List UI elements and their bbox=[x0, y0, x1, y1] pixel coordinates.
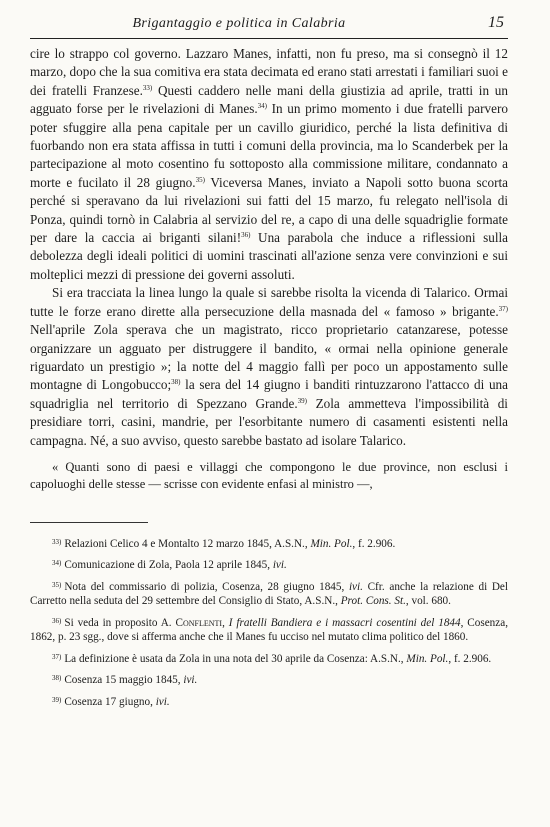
footnote bbox=[30, 578, 508, 609]
italic-text: ivi. bbox=[348, 580, 363, 593]
text-run: Cfr. anche la relazione di Del Carretto nella seduta del 29 settembre del Consiglio di Stato, A.S.N., bbox=[30, 580, 508, 608]
footnote-ref: 37) bbox=[498, 304, 508, 313]
italic-text: Min. Pol. bbox=[310, 537, 353, 550]
text-run: Relazioni Celico 4 e Montalto 12 marzo 1845, A.S.N., bbox=[64, 537, 311, 550]
italic-text: ivi. bbox=[155, 695, 170, 708]
footnote bbox=[30, 671, 508, 688]
footnote-ref: 38) bbox=[171, 378, 181, 387]
header-rule bbox=[30, 38, 508, 39]
text-run: , vol. 680. bbox=[405, 595, 451, 608]
text-run: , f. 2.906. bbox=[448, 652, 492, 665]
text-run: Nell'aprile Zola sperava che un magistrato, ricco proprietario catanzarese, potesse organizzare un agguato per distruggere il bandito, « ormai nella opinione generale riguardato un prestigio »; la notte del 4 maggio fallì per poco un appostamento sulle montagne di Longobucco; bbox=[30, 322, 508, 393]
italic-text: I fratelli Bandiera e i massacri cosentini del 1844 bbox=[228, 616, 461, 629]
text-run: Cosenza 17 giugno, bbox=[64, 695, 156, 708]
text-run: Questi caddero nelle mani della giustizia ad aprile, tratti in un agguato forse per le rivelazioni di Manes. bbox=[30, 82, 508, 117]
footnote-rule bbox=[30, 522, 148, 523]
text-run: Cosenza 15 maggio 1845, bbox=[64, 674, 184, 687]
footnote-ref: 34) bbox=[257, 102, 267, 111]
text-run: Viceversa Manes, inviato a Napoli sotto buona scorta perché si speravano da lui rivelazioni sui fatti del 15 marzo, fu relegato nell'isola di Ponza, quindi tornò in Calabria al servizio del re, a capo di una delle squadriglie formate per dare la caccia ai briganti silani! bbox=[30, 174, 508, 246]
text-run: Comunicazione di Zola, Paola 12 aprile 1845, bbox=[64, 559, 273, 572]
book-page bbox=[30, 14, 508, 714]
paragraph-1 bbox=[30, 45, 508, 284]
text-run: Zola ammetteva l'impossibilità di presidiare torri, casini, mandrie, per l'esorbitante numero di casamenti esistenti nella campagna. Né, a suo avviso, questo sarebbe bastato ad isolare Talarico. bbox=[30, 395, 508, 448]
footnote-ref: 35) bbox=[195, 175, 205, 184]
text-run: , bbox=[222, 616, 229, 629]
footnote-number: 36) bbox=[52, 616, 62, 625]
footnote bbox=[30, 556, 508, 573]
footnote bbox=[30, 650, 508, 667]
footnote bbox=[30, 614, 508, 645]
footnote-number: 33) bbox=[52, 537, 62, 546]
text-run: Si era tracciata la linea lungo la quale si sarebbe risolta la vicenda di Talarico. Ormai tutte le forze erano dirette alla persecuzione della masnada del « famoso » brigante. bbox=[30, 285, 508, 319]
italic-text: ivi. bbox=[183, 674, 198, 687]
page-number: 15 bbox=[488, 14, 504, 31]
text-run: Nota del commissario di polizia, Cosenza, 28 giugno 1845, bbox=[64, 580, 349, 593]
text-run: Una parabola che induce a riflessioni sulla debolezza degli ideali politici di uomini trascinati all'azione senza vere convinzioni e sui molteplici mezzi di pressione dei governi assoluti. bbox=[30, 230, 508, 282]
text-run: In un primo momento i due fratelli parvero poter sfuggire alla pena capitale per un cavillo giuridico, perché la lista definitiva di fuorbando non era stata affissa in tutti i comuni della provincia, ma lo Scanderbek per la partecipazione al moto cosentino fu sottoposto alla commissione militare, condannato a morte e fucilato il 28 giugno. bbox=[30, 101, 508, 190]
footnote-ref: 33) bbox=[142, 83, 153, 92]
footnote-number: 34) bbox=[52, 559, 62, 568]
text-run: cire lo strappo col governo. Lazzaro Manes, infatti, non fu preso, ma si consegnò il 12 marzo, dopo che la sua comitiva era stata decimata ed erano stati arrestati i familiari suoi e dei fratelli Franzese. bbox=[30, 46, 508, 98]
body-text bbox=[30, 45, 508, 494]
quotation-paragraph: « Quanti sono di paesi e villaggi che compongono le due province, non esclusi i capoluoghi delle stesse — scrisse con evidente enfasi al ministro —, bbox=[30, 459, 508, 492]
paragraph-2 bbox=[30, 284, 508, 450]
text-run: , f. 2.906. bbox=[352, 537, 396, 550]
footnote-number: 38) bbox=[52, 674, 62, 683]
text-run: La definizione è usata da Zola in una nota del 30 aprile da Cosenza: A.S.N., bbox=[64, 652, 407, 665]
footnote-ref: 39) bbox=[297, 396, 307, 405]
italic-text: Min. Pol. bbox=[406, 652, 449, 665]
text-run: la sera del 14 giugno i banditi rintuzzarono l'attacco di una squadriglia nel territorio di Spezzano Grande. bbox=[30, 377, 508, 411]
text-run: Si veda in proposito A. bbox=[64, 616, 176, 629]
small-caps-text: Conflenti bbox=[175, 616, 223, 629]
footnote-number: 39) bbox=[52, 695, 62, 704]
text-run: , Cosenza, 1862, p. 23 sgg., dove si afferma anche che il Manes fu ucciso nel mutato clima politico del 1860. bbox=[30, 616, 508, 644]
footnote bbox=[30, 693, 508, 710]
footnote-ref: 36) bbox=[241, 231, 251, 240]
page-header bbox=[30, 14, 508, 36]
running-title: Brigantaggio e politica in Calabria bbox=[132, 16, 346, 31]
italic-text: ivi. bbox=[272, 559, 287, 572]
footnote-number: 35) bbox=[52, 580, 62, 589]
footnote-number: 37) bbox=[52, 652, 62, 661]
footnote bbox=[30, 535, 508, 552]
italic-text: Prot. Cons. St. bbox=[340, 595, 406, 608]
footnotes bbox=[30, 535, 508, 710]
